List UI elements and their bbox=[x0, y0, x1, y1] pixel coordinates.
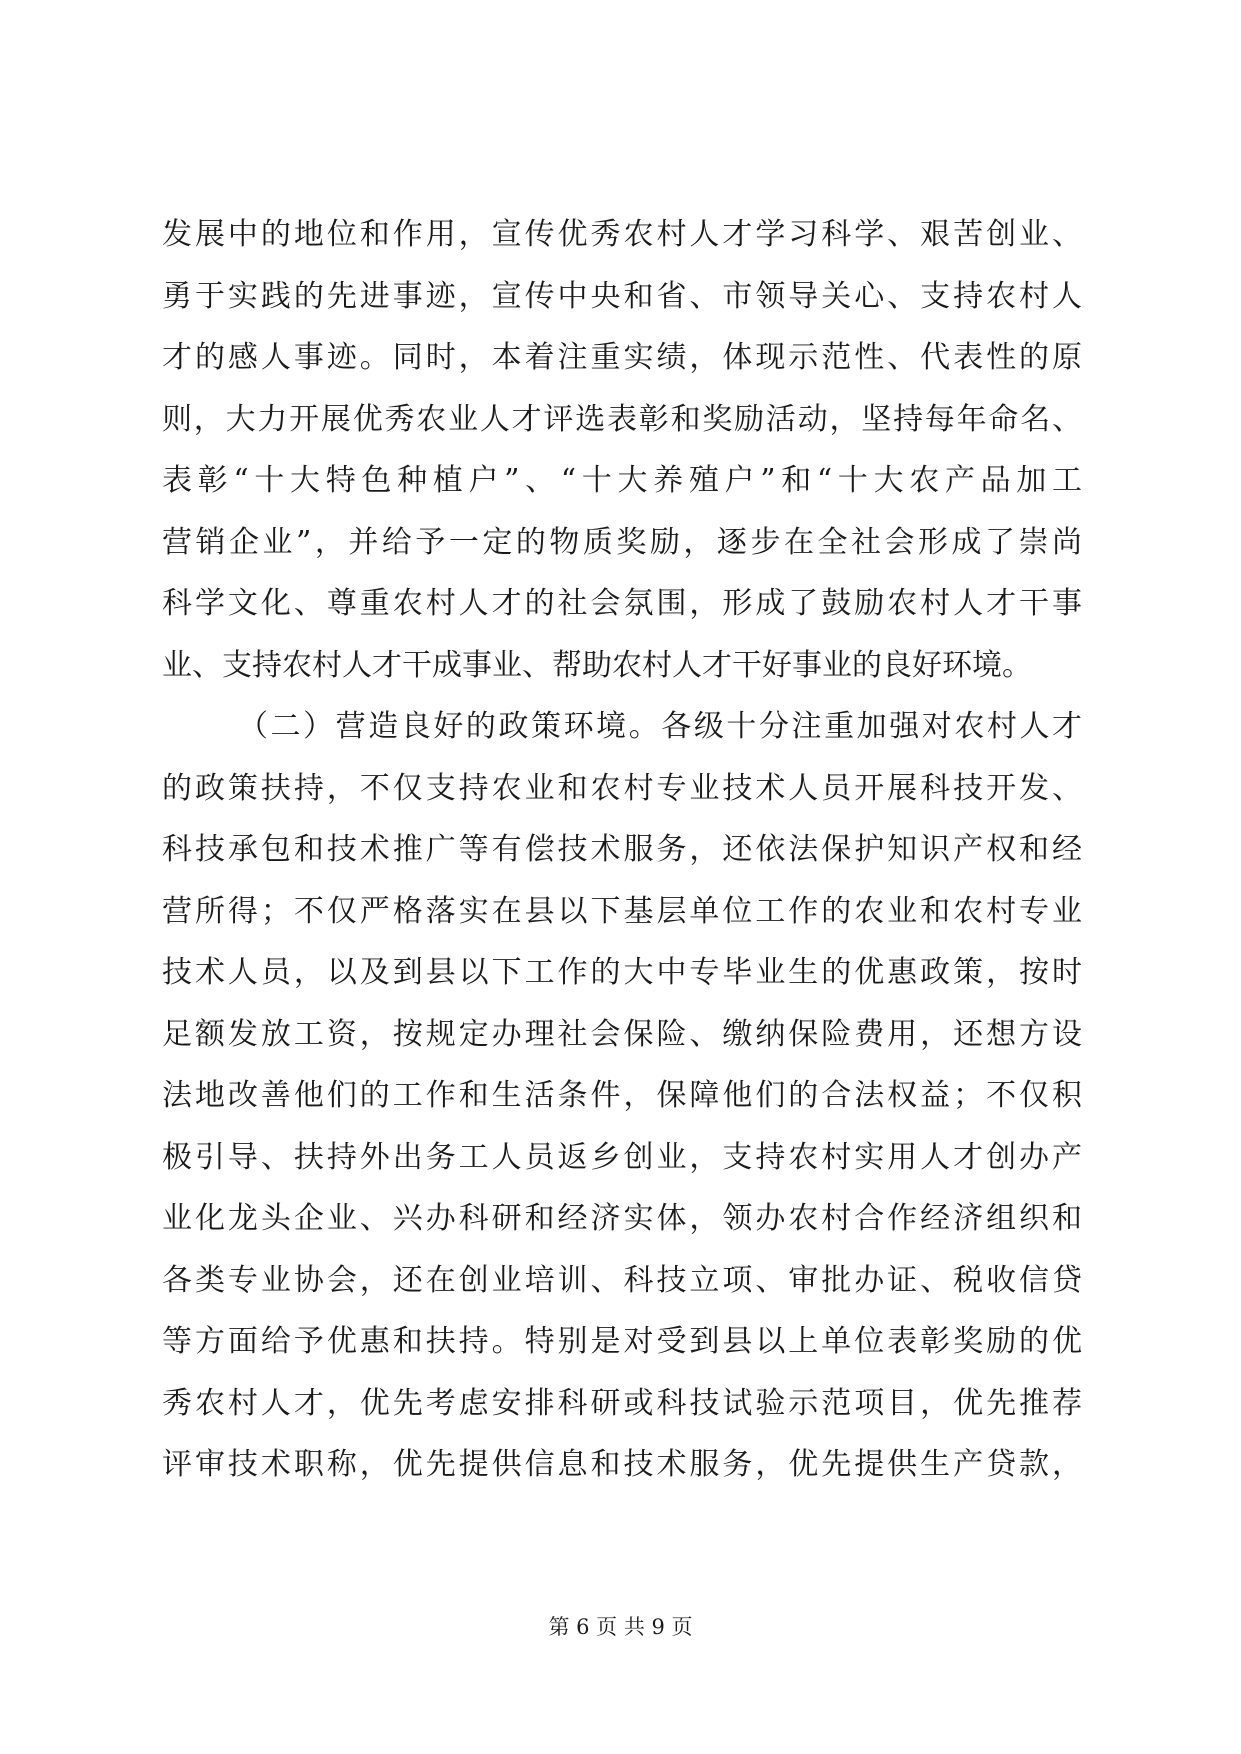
section-heading-line: （二）营造良好的政策环境。各级十分注重加强对农村人才 bbox=[238, 709, 1082, 744]
text-line: 等方面给予优惠和扶持。特别是对受到县以上单位表彰奖励的优 bbox=[162, 1324, 1082, 1359]
text-line: 表彰“十大特色种植户”、“十大养殖户”和“十大农产品加工 bbox=[162, 463, 1082, 498]
text-line: 营所得；不仅严格落实在县以下基层单位工作的农业和农村专业 bbox=[162, 893, 1082, 929]
text-line: 的政策扶持，不仅支持农业和农村专业技术人员开展科技开发、 bbox=[162, 770, 1082, 806]
text-line: 极引导、扶持外出务工人员返乡创业，支持农村实用人才创办产 bbox=[162, 1139, 1082, 1175]
body-text bbox=[162, 204, 1082, 1496]
text-line: 才的感人事迹。同时，本着注重实绩，体现示范性、代表性的原 bbox=[162, 340, 1082, 375]
paragraph-end-line: 业、支持农村人才干成事业、帮助农村人才干好事业的良好环境。 bbox=[162, 647, 1032, 683]
text-line: 则，大力开展优秀农业人才评选表彰和奖励活动，坚持每年命名、 bbox=[162, 401, 1082, 437]
text-line: 足额发放工资，按规定办理社会保险、缴纳保险费用，还想方设 bbox=[162, 1016, 1082, 1052]
text-line: 勇于实践的先进事迹，宣传中央和省、市领导关心、支持农村人 bbox=[162, 278, 1082, 314]
text-line: 科技承包和技术推广等有偿技术服务，还依法保护知识产权和经 bbox=[162, 832, 1082, 867]
text-line: 评审技术职称，优先提供信息和技术服务，优先提供生产贷款， bbox=[162, 1447, 1082, 1482]
text-line: 法地改善他们的工作和生活条件，保障他们的合法权益；不仅积 bbox=[162, 1078, 1082, 1113]
text-line: 各类专业协会，还在创业培训、科技立项、审批办证、税收信贷 bbox=[162, 1262, 1082, 1298]
text-line: 技术人员，以及到县以下工作的大中专毕业生的优惠政策，按时 bbox=[162, 955, 1082, 990]
page-number-footer: 第 6 页 共 9 页 bbox=[548, 1615, 693, 1639]
text-line: 业化龙头企业、兴办科研和经济实体，领办农村合作经济组织和 bbox=[162, 1201, 1082, 1236]
text-line: 营销企业”，并给予一定的物质奖励，逐步在全社会形成了崇尚 bbox=[162, 524, 1082, 560]
text-line: 发展中的地位和作用，宣传优秀农村人才学习科学、艰苦创业、 bbox=[162, 217, 1082, 252]
text-line: 秀农村人才，优先考虑安排科研或科技试验示范项目，优先推荐 bbox=[162, 1385, 1082, 1421]
text-line: 科学文化、尊重农村人才的社会氛围，形成了鼓励农村人才干事 bbox=[162, 586, 1082, 621]
